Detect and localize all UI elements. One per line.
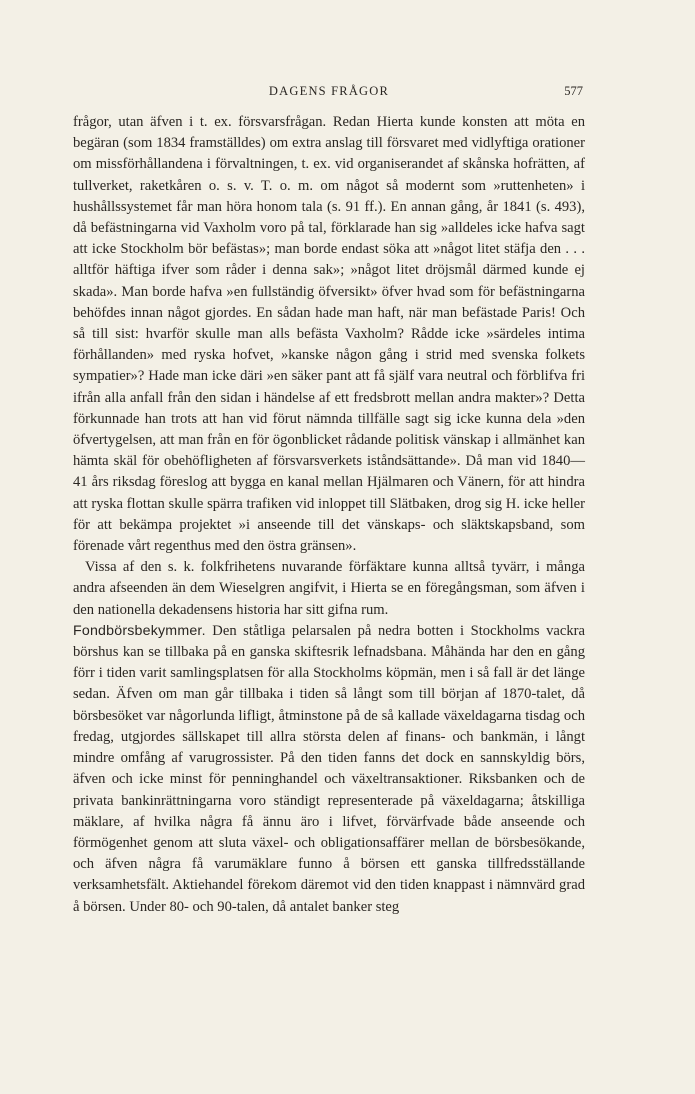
page-header (73, 80, 585, 102)
section-text: Den ståtliga pelarsalen på nedra botten i Stockholms vackra börshus kan se tillbaka på en ganska skiftesrik lefnadsbana. Måhända har den en gång förr i tiden varit samlingsplatsen för alla Stockholms köpmän, men i så fall är det länge sedan. Äfven om man går tillbaka i tiden så långt som till början af 1870-talet, då börsbesöket var någorlunda lifligt, åtminstone på de så kallade växeldagarna tisdag och fredag, utgjordes sällskapet till allra största delen af finans- och bankmän, i långt mindre omfång af varugrossister. På den tiden fanns det dock en sannskyldig börs, äfven och icke minst för penninghandel och växeltransaktioner. Riksbanken och de privata bankinrättningarna voro ständigt representerade på växeldagarna; åtskilliga mäklare, af hvilka några få ännu äro i lifvet, förvärfvade både anseende och förmögenhet genom att sluta växel- och obligationsaffärer mellan de börsbesökande, och äfven några få varumäklare funno å börsen ett ganska tillfredsställande verksamhetsfält. Aktiehandel förekom däremot vid den tiden knappast i nämnvärd grad å börsen. Under 80- och 90-talen, då antalet banker steg (73, 622, 585, 915)
page-number: 577 (564, 84, 583, 98)
body-text (73, 112, 585, 918)
section-heading: Fondbörsbekymmer. (73, 622, 206, 639)
running-head: DAGENS FRÅGOR (268, 84, 390, 98)
paragraph-1: frågor, utan äfven i t. ex. försvarsfrågan. Redan Hierta kunde konsten att möta en begäran (som 1834 framställdes) om extra anslag till försvaret med vidlyftiga orationer om missförhållandena i förvaltningen, t. ex. vid organiserandet af skånska hofrätten, af tullverket, raketkåren o. s. v. T. o. m. om något så modernt som »ruttenheten» i hushållssystemet får man höra honom tala (s. 91 ff.). En annan gång, år 1841 (s. 493), då befästningarna vid Vaxholm voro på tal, förklarade han sig »alldeles icke hafva sagt att icke Stockholm bör befästas»; man borde endast söka att »något litet stäfja den . . . alltför häftiga ifver som råder i denna sak»; »något litet dröjsmål därmed kunde ej skada». Man borde hafva »en fullständig öfversikt» öfver hvad som för befästningarna behöfdes innan något gjordes. En sådan hade man haft, när man befästade Paris! Och så till sist: hvarför skulle man alls befästa Vaxholm? Rådde icke »särdeles intima förhållanden» med ryska hofvet, »kanske någon gång i strid med svenska folkets sympatier»? Hade man icke däri »en säker pant att få själf vara neutral och förblifva fri ifrån alla anfall från den sidan i händelse af ett fredsbrott mellan andra makter»? Detta förkunnade han trots att han vid förut nämnda tillfälle sagt sig icke kunna dela »den öfvertygelsen, att man från en för ögonblicket rådande politisk vänskap i allmänhet kan hämta skäl för obehöfligheten af försvarsverkets iståndsättande». Då man vid 1840—41 års riksdag föreslog att bygga en kanal mellan Hjälmaren och Vänern, för att hindra att ryska flottan skulle spärra trafiken vid inloppet till Slätbaken, drog sig H. icke heller för att bekämpa projektet »i anseende till det vänskaps- och släktskapsband, som förenade vårt regenthus med den östra gränsen». (73, 114, 585, 555)
section-fondborsbekymmer (73, 621, 585, 918)
paragraph-2: Vissa af den s. k. folkfrihetens nuvarande förfäktare kunna alltså tyvärr, i många andra afseenden än dem Wieselgren angifvit, i Hierta se en föregångsman, som äfven i den nationella dekadensens historia har sitt gifna rum. (73, 559, 585, 618)
